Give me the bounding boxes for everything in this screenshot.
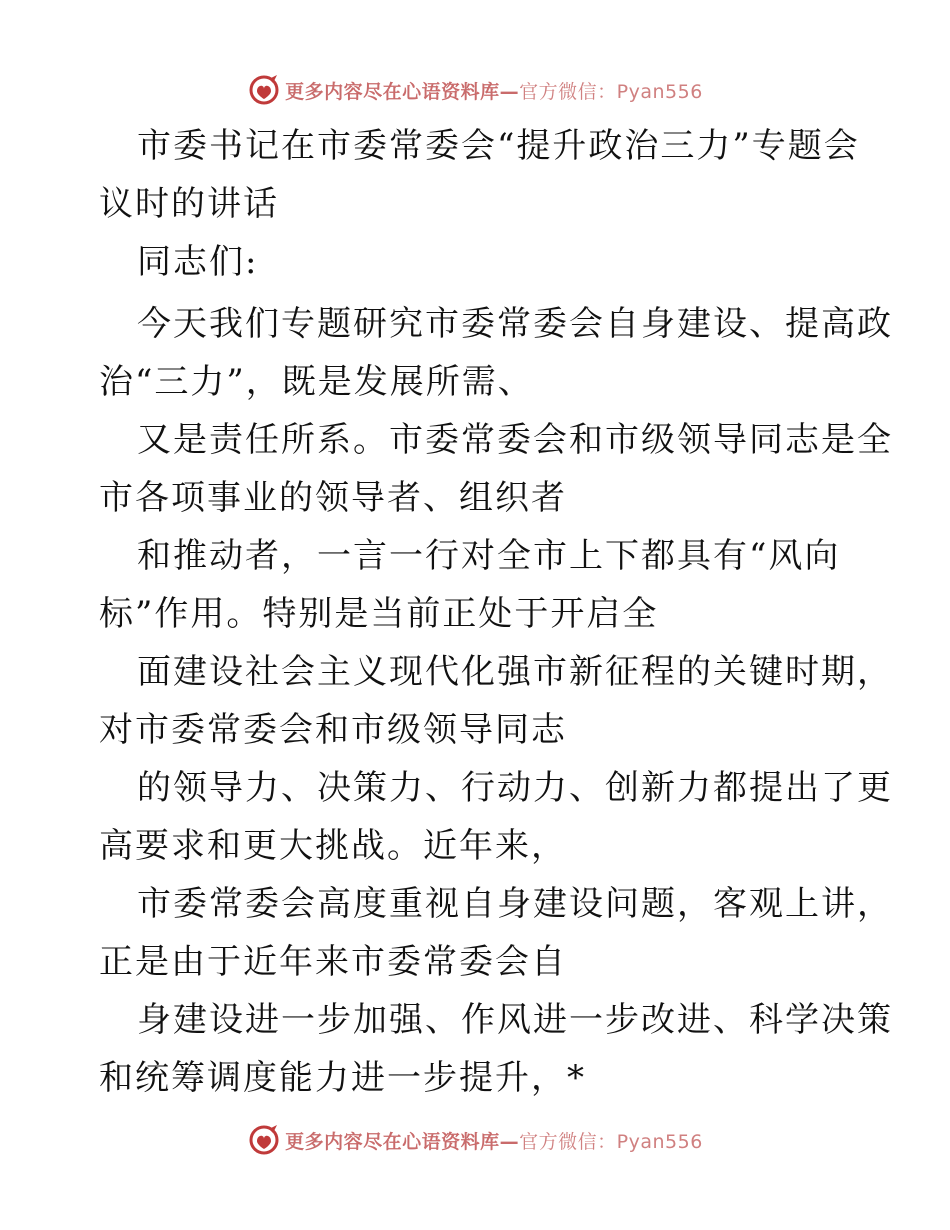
paragraph-line: 身建设进一步加强、作风进一步改进、科学决策 [137, 1000, 893, 1040]
paragraph-line: 标”作用。特别是当前正处于开启全 [99, 594, 659, 634]
document-title-line-1: 市委书记在市委常委会“提升政治三力”专题会 [137, 126, 860, 166]
paragraph-line: 对市委常委会和市级领导同志 [99, 710, 567, 750]
paragraph-line: 市委常委会高度重视自身建设问题，客观上讲， [137, 884, 893, 924]
document-title-line-2: 议时的讲话 [99, 184, 279, 224]
paragraph-line: 面建设社会主义现代化强市新征程的关键时期， [137, 652, 893, 692]
watermark-main-text: 更多内容尽在心语资料库— [285, 1130, 520, 1153]
paragraph-line: 和推动者，一言一行对全市上下都具有“风向 [137, 536, 841, 576]
watermark-wechat-text: 官方微信：Pyan556 [519, 80, 703, 103]
heart-pen-logo-icon [247, 1123, 281, 1157]
watermark-text [285, 1127, 703, 1154]
salutation: 同志们: [137, 242, 259, 282]
paragraph-line: 又是责任所系。市委常委会和市级领导同志是全 [137, 420, 893, 460]
footer-watermark-banner [0, 1120, 950, 1160]
watermark-text [285, 77, 703, 104]
heart-pen-logo-icon [247, 73, 281, 107]
paragraph-line: 高要求和更大挑战。近年来， [99, 826, 567, 866]
paragraph-line: 和统筹调度能力进一步提升，* [99, 1058, 586, 1098]
paragraph-line: 治“三力”，既是发展所需、 [99, 362, 534, 402]
header-watermark-banner [0, 70, 950, 110]
paragraph-line: 的领导力、决策力、行动力、创新力都提出了更 [137, 768, 893, 808]
watermark-main-text: 更多内容尽在心语资料库— [285, 80, 520, 103]
paragraph-line: 市各项事业的领导者、组织者 [99, 478, 567, 518]
paragraph-line: 正是由于近年来市委常委会自 [99, 942, 567, 982]
watermark-wechat-text: 官方微信：Pyan556 [519, 1130, 703, 1153]
paragraph-line: 今天我们专题研究市委常委会自身建设、提高政 [137, 304, 893, 344]
